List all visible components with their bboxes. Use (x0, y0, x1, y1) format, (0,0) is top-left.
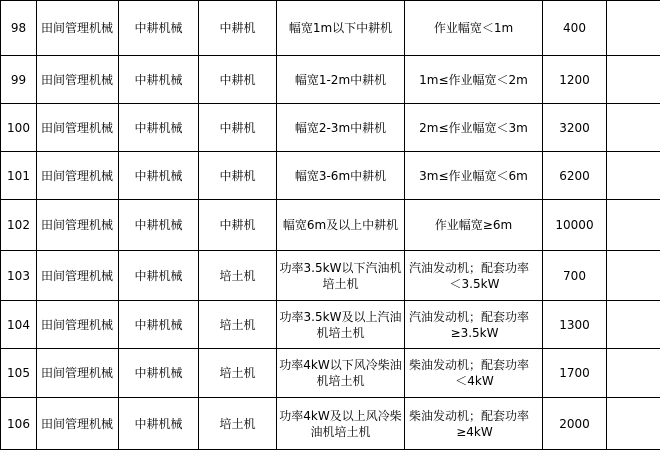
row-number: 104 (1, 301, 37, 349)
category-1: 田间管理机械 (37, 152, 119, 200)
category-3: 培土机 (199, 349, 277, 398)
category-2: 中耕机械 (119, 251, 199, 301)
empty-cell (607, 200, 660, 251)
category-1: 田间管理机械 (37, 1, 119, 56)
category-3: 培土机 (199, 301, 277, 349)
category-2: 中耕机械 (119, 349, 199, 398)
range-line-2: ≥4kW (409, 424, 540, 440)
category-3: 培土机 (199, 398, 277, 450)
category-3: 中耕机 (199, 1, 277, 56)
amount-cell: 1300 (543, 301, 607, 349)
empty-cell (607, 398, 660, 450)
category-2: 中耕机械 (119, 152, 199, 200)
table-row (1, 301, 660, 349)
row-number: 98 (1, 1, 37, 56)
category-2: 中耕机械 (119, 200, 199, 251)
category-3: 培土机 (199, 251, 277, 301)
spec-cell: 幅宽6m及以上中耕机 (277, 200, 405, 251)
spec-cell: 幅宽3-6m中耕机 (277, 152, 405, 200)
category-2: 中耕机械 (119, 104, 199, 152)
range-line-1: 汽油发动机；配套功率 (409, 310, 529, 324)
range-cell (405, 301, 543, 349)
table-row (1, 349, 660, 398)
category-2: 中耕机械 (119, 1, 199, 56)
category-3: 中耕机 (199, 152, 277, 200)
category-1: 田间管理机械 (37, 56, 119, 104)
empty-cell (607, 56, 660, 104)
table-row (1, 56, 660, 104)
category-1: 田间管理机械 (37, 200, 119, 251)
amount-cell: 6200 (543, 152, 607, 200)
amount-cell: 2000 (543, 398, 607, 450)
table-row (1, 1, 660, 56)
row-number: 102 (1, 200, 37, 251)
row-number: 106 (1, 398, 37, 450)
table-row (1, 200, 660, 251)
empty-cell (607, 301, 660, 349)
category-3: 中耕机 (199, 200, 277, 251)
row-number: 103 (1, 251, 37, 301)
row-number: 100 (1, 104, 37, 152)
amount-cell: 1700 (543, 349, 607, 398)
category-1: 田间管理机械 (37, 349, 119, 398)
category-3: 中耕机 (199, 56, 277, 104)
table-row (1, 398, 660, 450)
range-line-1: 柴油发动机；配套功率 (409, 409, 529, 423)
row-number: 105 (1, 349, 37, 398)
range-line-1: 柴油发动机；配套功率 (409, 358, 529, 372)
spec-cell: 功率4kW以下风冷柴油机培土机 (277, 349, 405, 398)
range-line-2: ＜4kW (409, 373, 540, 389)
empty-cell (607, 104, 660, 152)
empty-cell (607, 1, 660, 56)
category-2: 中耕机械 (119, 398, 199, 450)
range-cell: 作业幅宽≥6m (405, 200, 543, 251)
spec-cell: 功率3.5kW及以上汽油机培土机 (277, 301, 405, 349)
range-cell (405, 349, 543, 398)
range-cell (405, 251, 543, 301)
category-2: 中耕机械 (119, 301, 199, 349)
range-line-2: ≥3.5kW (409, 325, 540, 341)
table-row (1, 152, 660, 200)
category-1: 田间管理机械 (37, 301, 119, 349)
range-cell: 2m≤作业幅宽＜3m (405, 104, 543, 152)
spec-cell: 幅宽1m以下中耕机 (277, 1, 405, 56)
category-1: 田间管理机械 (37, 104, 119, 152)
row-number: 101 (1, 152, 37, 200)
category-2: 中耕机械 (119, 56, 199, 104)
spec-cell: 功率3.5kW以下汽油机培土机 (277, 251, 405, 301)
category-3: 中耕机 (199, 104, 277, 152)
amount-cell: 10000 (543, 200, 607, 251)
empty-cell (607, 251, 660, 301)
range-cell: 作业幅宽＜1m (405, 1, 543, 56)
range-line-1: 汽油发动机；配套功率 (409, 261, 529, 275)
empty-cell (607, 349, 660, 398)
spec-cell: 幅宽2-3m中耕机 (277, 104, 405, 152)
row-number: 99 (1, 56, 37, 104)
range-cell: 1m≤作业幅宽＜2m (405, 56, 543, 104)
range-cell (405, 398, 543, 450)
amount-cell: 3200 (543, 104, 607, 152)
empty-cell (607, 152, 660, 200)
category-1: 田间管理机械 (37, 251, 119, 301)
amount-cell: 400 (543, 1, 607, 56)
range-cell: 3m≤作业幅宽＜6m (405, 152, 543, 200)
spec-cell: 功率4kW及以上风冷柴油机培土机 (277, 398, 405, 450)
range-line-2: ＜3.5kW (409, 276, 540, 292)
table-row (1, 104, 660, 152)
spec-cell: 幅宽1-2m中耕机 (277, 56, 405, 104)
category-1: 田间管理机械 (37, 398, 119, 450)
amount-cell: 1200 (543, 56, 607, 104)
table-row (1, 251, 660, 301)
amount-cell: 700 (543, 251, 607, 301)
